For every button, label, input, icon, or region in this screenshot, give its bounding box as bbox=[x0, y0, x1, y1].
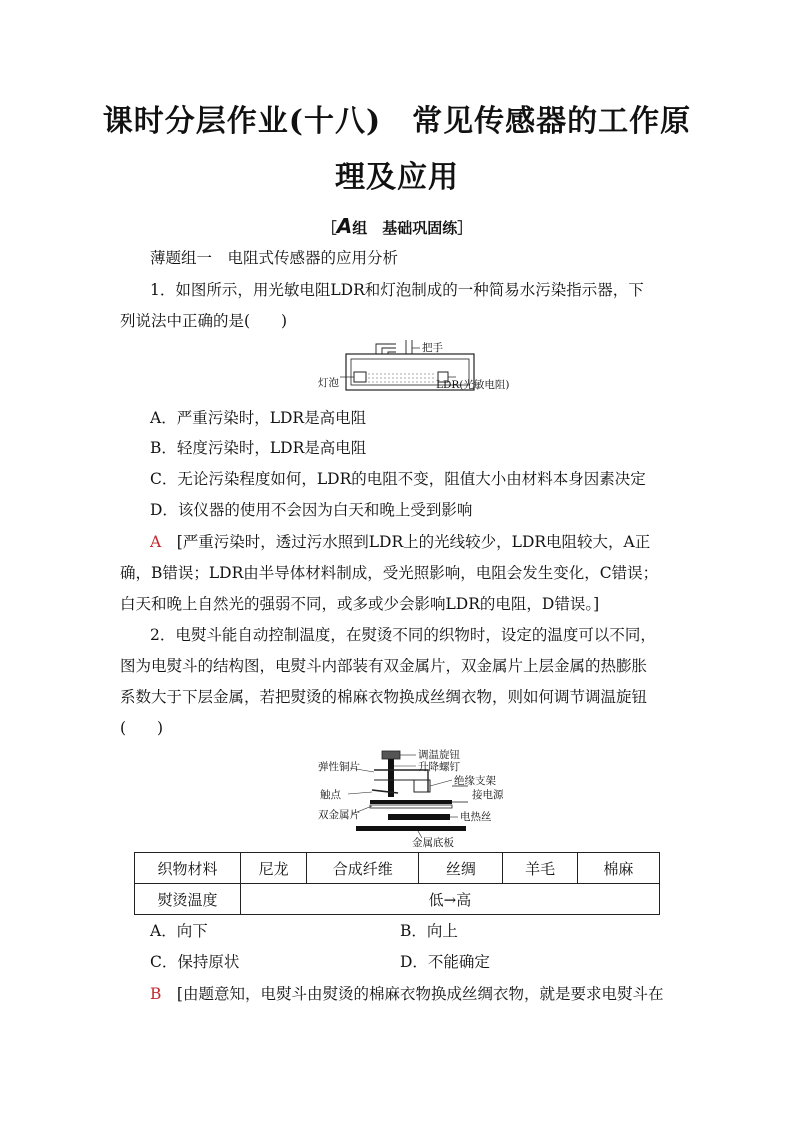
q2-label-support: 绝缘支架 bbox=[454, 775, 496, 787]
q1-label-bulb: 灯泡 bbox=[318, 377, 339, 389]
group-label: 组 基础巩固练］ bbox=[352, 219, 473, 237]
table-cell: 丝绸 bbox=[419, 853, 503, 884]
q2-label-spring: 弹性铜片 bbox=[318, 761, 360, 773]
q1-stem-line-1: 1．如图所示，用光敏电阻LDR和灯泡制成的一种简易水污染指示器，下 bbox=[150, 281, 644, 299]
q2-label-base: 金属底板 bbox=[412, 837, 454, 848]
q2-answer-letter: B bbox=[150, 985, 162, 1003]
q1-figure bbox=[316, 338, 516, 396]
q2-explanation-text-1: [由题意知，电熨斗由熨烫的棉麻衣物换成丝绸衣物，就是要求电熨斗在 bbox=[176, 985, 664, 1003]
q2-figure bbox=[318, 746, 518, 848]
table-row bbox=[135, 853, 660, 884]
q1-explanation-line-2: 确，B错误；LDR由半导体材料制成，受光照影响，电阻会发生变化，C错误； bbox=[120, 564, 659, 582]
table-cell: 合成纤维 bbox=[307, 853, 419, 884]
q1-label-handle: 把手 bbox=[422, 342, 443, 354]
group-bracket: ［ bbox=[321, 219, 337, 237]
q2-option-a: A．向下 bbox=[150, 922, 208, 940]
q1-explanation-line-1 bbox=[150, 532, 710, 552]
q2-option-d: D．不能确定 bbox=[400, 953, 490, 971]
page-title-line-2: 理及应用 bbox=[335, 160, 459, 195]
q2-label-knob: 调温旋钮 bbox=[418, 749, 460, 761]
q1-label-ldr: LDR(光敏电阻) bbox=[436, 379, 510, 391]
q1-explanation-line-3: 白天和晚上自然光的强弱不同，或多或少会影响LDR的电阻，D错误。] bbox=[120, 595, 600, 613]
q2-explanation-line-1 bbox=[150, 984, 710, 1004]
q2-stem-line-3: 系数大于下层金属，若把熨烫的棉麻衣物换成丝绸衣物，则如何调节调温旋钮 bbox=[120, 688, 648, 706]
group-letter: A bbox=[336, 214, 353, 238]
group-heading bbox=[0, 214, 794, 238]
table-cell: 棉麻 bbox=[577, 853, 659, 884]
q2-option-b: B．向上 bbox=[400, 922, 458, 940]
q1-option-b: B．轻度污染时，LDR是高电阻 bbox=[150, 439, 367, 457]
page-title-line-1: 课时分层作业(十八) 常见传感器的工作原 bbox=[102, 104, 692, 139]
q2-stem-line-2: 图为电熨斗的结构图，电熨斗内部装有双金属片，双金属片上层金属的热膨胀 bbox=[120, 657, 648, 675]
q1-explanation-text-1: [严重污染时，透过污水照到LDR上的光线较少，LDR电阻较大，A正 bbox=[176, 533, 651, 551]
fabric-temperature-table bbox=[134, 852, 660, 915]
table-cell: 低→高 bbox=[240, 884, 659, 915]
table-cell: 织物材料 bbox=[135, 853, 241, 884]
q2-label-power: 接电源 bbox=[472, 789, 504, 801]
q2-stem-line-1: 2．电熨斗能自动控制温度，在熨烫不同的织物时，设定的温度可以不同， bbox=[150, 626, 656, 644]
q1-option-a: A．严重污染时，LDR是高电阻 bbox=[150, 409, 367, 427]
q1-answer-letter: A bbox=[150, 533, 162, 551]
q2-stem-line-4: ( ) bbox=[120, 719, 164, 737]
table-cell: 羊毛 bbox=[503, 853, 577, 884]
q2-label-screw: 升降螺钉 bbox=[418, 761, 460, 773]
table-cell: 熨烫温度 bbox=[135, 884, 241, 915]
table-row bbox=[135, 884, 660, 915]
q2-label-contact: 触点 bbox=[320, 789, 341, 801]
section-heading: 薄题组一 电阻式传感器的应用分析 bbox=[150, 249, 399, 267]
q2-label-bimetal: 双金属片 bbox=[318, 809, 360, 821]
q1-option-c: C．无论污染程度如何，LDR的电阻不变，阻值大小由材料本身因素决定 bbox=[150, 470, 646, 488]
table-cell: 尼龙 bbox=[240, 853, 306, 884]
q2-option-c: C．保持原状 bbox=[150, 953, 240, 971]
q1-stem-line-2: 列说法中正确的是( ) bbox=[120, 312, 288, 330]
q2-label-heater: 电热丝 bbox=[460, 811, 492, 823]
q1-option-d: D．该仪器的使用不会因为白天和晚上受到影响 bbox=[150, 501, 473, 519]
